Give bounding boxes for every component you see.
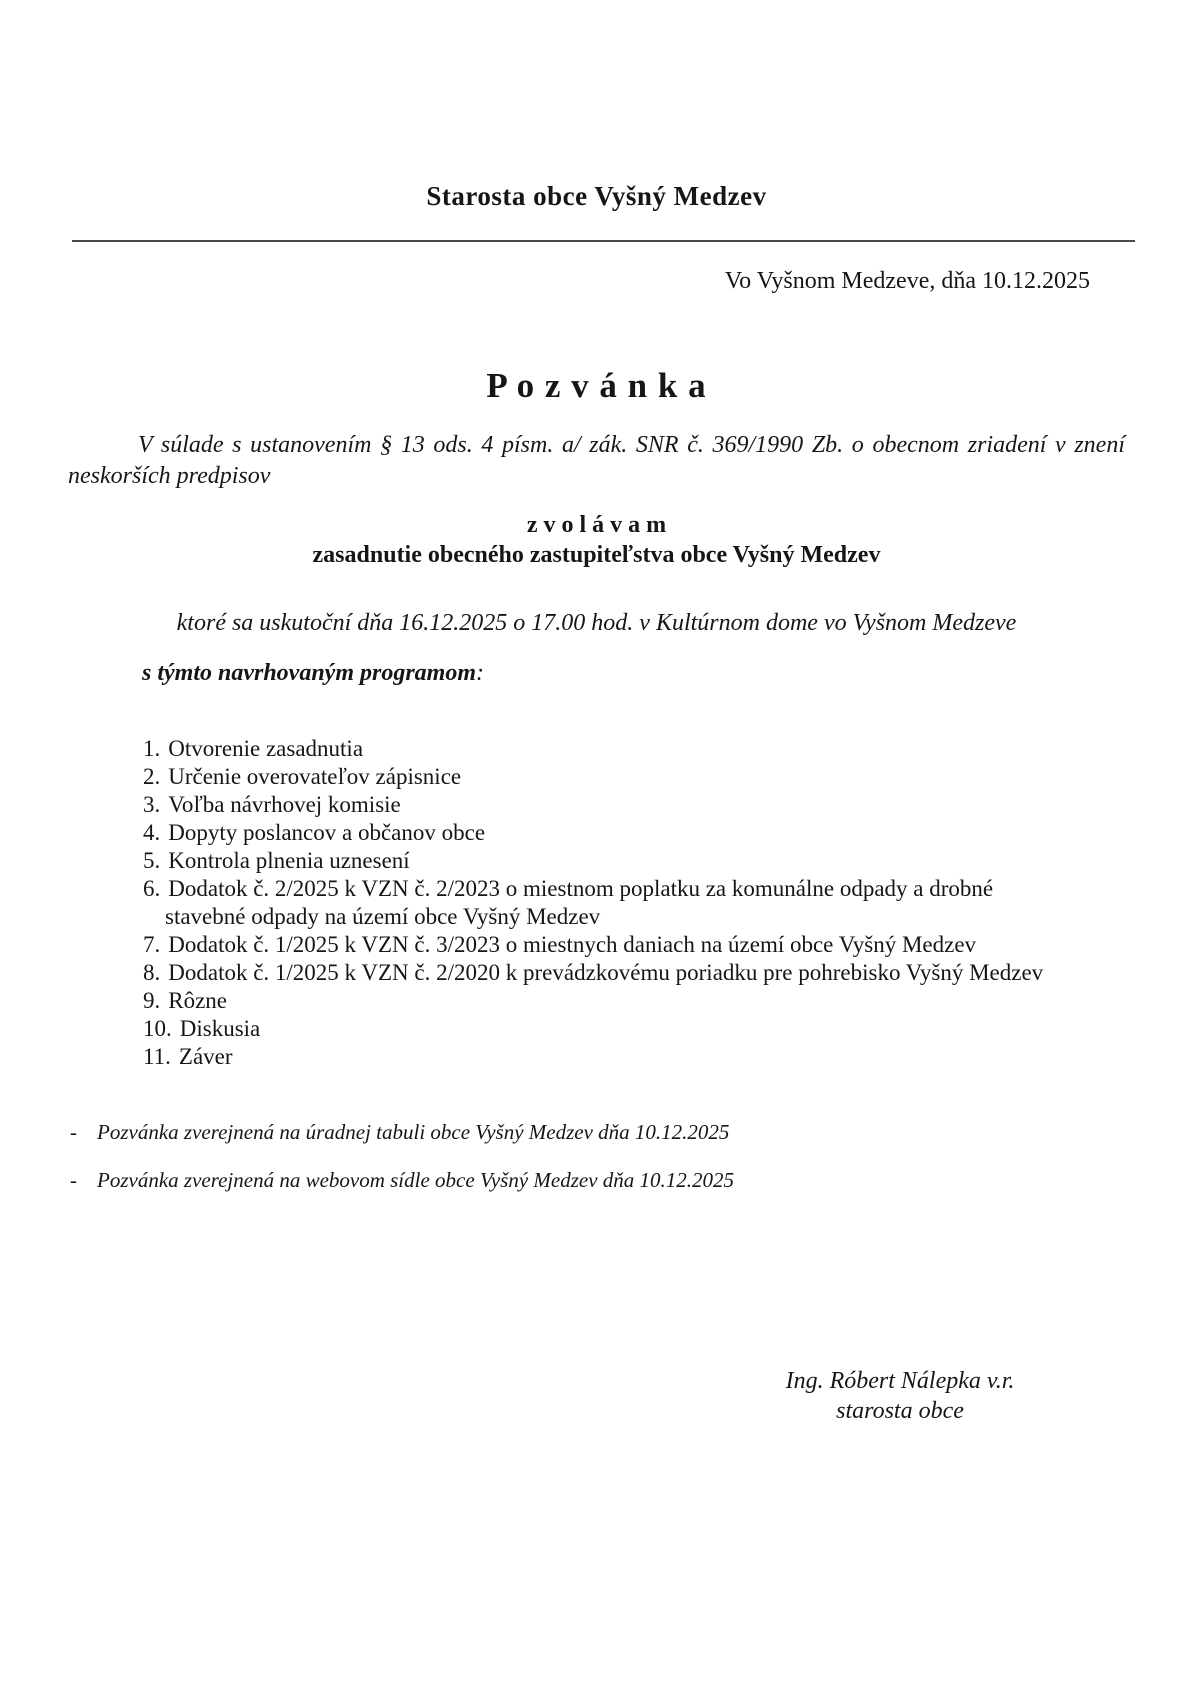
note-text: Pozvánka zverejnená na úradnej tabuli obce Vyšný Medzev dňa 10.12.2025 <box>97 1120 730 1144</box>
agenda-item-text: Rôzne <box>168 988 228 1013</box>
agenda-item-4 <box>143 819 1133 847</box>
letterhead-divider <box>72 240 1135 242</box>
signatory-role: starosta obce <box>836 1398 964 1424</box>
convene-word: z v o l á v a m <box>526 512 667 538</box>
meeting-details: ktoré sa uskutoční dňa 16.12.2025 o 17.00 hod. v Kultúrnom dome vo Vyšnom Medzeve <box>176 610 1017 636</box>
agenda-item-11 <box>143 1043 1133 1071</box>
agenda-item-text: Dopyty poslancov a občanov obce <box>168 820 486 845</box>
agenda-item-text: Diskusia <box>179 1016 261 1041</box>
agenda-item-number: 8. <box>143 960 161 985</box>
note-dash: - <box>70 1168 77 1192</box>
agenda-item-number: 7. <box>143 932 161 957</box>
convene-object: zasadnutie obecného zastupiteľstva obce Vyšný Medzev <box>312 542 881 568</box>
agenda-item-2 <box>143 763 1133 791</box>
agenda-item-7 <box>143 931 1133 959</box>
intro-line-2: neskorších predpisov <box>68 463 271 489</box>
signatory-name: Ing. Róbert Nálepka v.r. <box>785 1368 1015 1394</box>
agenda-item-text: Určenie overovateľov zápisnice <box>168 764 462 789</box>
place-date-line: Vo Vyšnom Medzeve, dňa 10.12.2025 <box>724 268 1090 294</box>
agenda-item-text: Záver <box>178 1044 233 1069</box>
agenda-item-text: Dodatok č. 1/2025 k VZN č. 3/2023 o miestnych daniach na území obce Vyšný Medzev <box>168 932 977 957</box>
program-heading <box>142 660 484 687</box>
publication-note-official-board <box>70 1120 729 1145</box>
signature-block <box>690 1366 1110 1426</box>
agenda-item-number: 6. <box>143 876 161 901</box>
agenda-item-number: 1. <box>143 736 161 761</box>
agenda-item-number: 10. <box>143 1016 172 1041</box>
document-title: P o z v á n k a <box>486 366 707 405</box>
note-text: Pozvánka zverejnená na webovom sídle obce Vyšný Medzev dňa 10.12.2025 <box>97 1168 735 1192</box>
intro-paragraph <box>68 430 1125 492</box>
program-heading-colon: : <box>476 660 485 686</box>
agenda-item-number: 3. <box>143 792 161 817</box>
agenda-item-5 <box>143 847 1133 875</box>
agenda-item-8 <box>143 959 1133 987</box>
note-dash: - <box>70 1120 77 1144</box>
agenda-item-1 <box>143 735 1133 763</box>
agenda-item-number: 11. <box>143 1044 171 1069</box>
program-heading-label: s týmto navrhovaným programom <box>142 660 477 686</box>
letterhead-title: Starosta obce Vyšný Medzev <box>426 181 767 211</box>
agenda-item-number: 5. <box>143 848 161 873</box>
agenda-item-text: Otvorenie zasadnutia <box>168 736 364 761</box>
agenda-list <box>143 735 1133 1071</box>
publication-note-website <box>70 1168 734 1193</box>
agenda-item-10 <box>143 1015 1133 1043</box>
agenda-item-text: Voľba návrhovej komisie <box>168 792 401 817</box>
agenda-item-text: Dodatok č. 2/2025 k VZN č. 2/2023 o miestnom poplatku za komunálne odpady a drobné <box>168 876 994 901</box>
agenda-item-number: 4. <box>143 820 161 845</box>
agenda-item-6 <box>143 875 1133 931</box>
agenda-item-text: Kontrola plnenia uznesení <box>168 848 410 873</box>
agenda-item-text: Dodatok č. 1/2025 k VZN č. 2/2020 k prevádzkovému poriadku pre pohrebisko Vyšný Medzev <box>168 960 1044 985</box>
agenda-item-number: 2. <box>143 764 161 789</box>
agenda-item-number: 9. <box>143 988 161 1013</box>
intro-line-1: V súlade s ustanovením § 13 ods. 4 písm. a/ zák. SNR č. 369/1990 Zb. o obecnom zriadení v znení <box>138 432 1125 458</box>
agenda-item-9 <box>143 987 1133 1015</box>
agenda-item-3 <box>143 791 1133 819</box>
agenda-item-text-continuation: stavebné odpady na území obce Vyšný Medzev <box>165 904 601 929</box>
